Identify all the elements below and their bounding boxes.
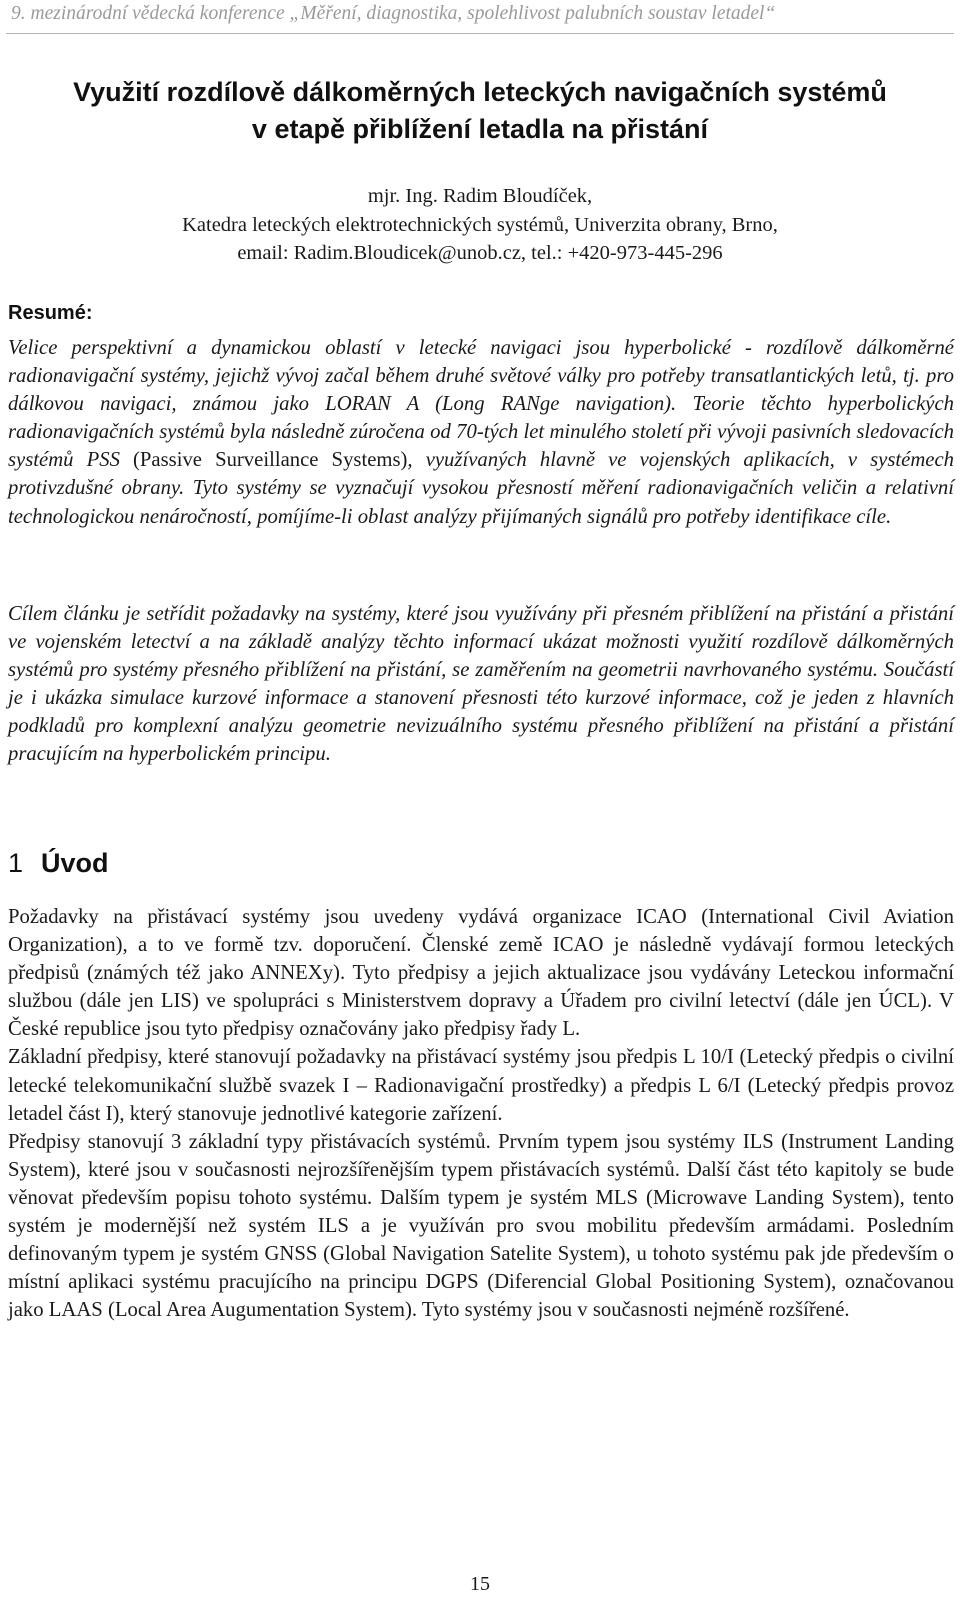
- section-body: [8, 903, 954, 1324]
- paper-title-line-1: Využití rozdílově dálkoměrných leteckých navigačních systémů: [73, 77, 887, 107]
- body-paragraph-1: Požadavky na přistávací systémy jsou uvedeny vydává organizace ICAO (International Civil Aviation Organization), a to ve formě tzv. doporučení. Členské země ICAO je následně vydávají formou leteckých předpisů (známých též jako ANNEXy). Tyto předpisy a jejich aktualizace jsou vydávány Leteckou informační službou (dále jen LIS) ve spolupráci s Ministerstvem dopravy a Úřadem pro civilní letectví (dále jen ÚCL). V České republice jsou tyto předpisy označovány jako předpisy řady L.: [8, 906, 954, 1041]
- body-paragraph-2: Základní předpisy, které stanovují požadavky na přistávací systémy jsou předpis L 10/I (Letecký předpis o civilní letecké telekomunikační službě svazek I – Radionavigační prostředky) a předpis L 6/I (Letecký předpis provoz letadel část I), který stanovuje jednotlivé kategorie zařízení.: [8, 1046, 954, 1125]
- abstract-label: Resumé:: [8, 302, 93, 324]
- abstract-paragraph-2: Cílem článku je setřídit požadavky na systémy, které jsou využívány při přesném přiblížení na přistání a přistání ve vojenském letectví a na základě analýzy těchto informací ukázat možnosti využití rozdílově dálkoměrných systémů pro systémy přesného přiblížení na přistání, se zaměřením na geometrii navrhovaného systému. Součástí je i ukázka simulace kurzové informace a stanovení přesnosti této kurzové informace, což je jeden z hlavních podkladů pro komplexní analýzu geometrie nevizuálního systému přesného přiblížení na přistání a přistání pracujícím na hyperbolickém principu.: [8, 603, 954, 766]
- section-heading: [8, 848, 109, 879]
- abstract-p1-pss-term: (Passive Surveillance Systems): [133, 449, 408, 472]
- conference-title: 9. mezinárodní vědecká konference „Měření, diagnostika, spolehlivost palubních soustav letadel“: [11, 3, 776, 24]
- abstract-p1-part-c: , využívaných hlavně ve vojenských aplikacích, v systémech protivzdušné obrany. Tyto systémy se vyznačují vysokou přesností měření radionavigačních veličin a relativní technologickou nenáročností, pomíjíme-li oblast analýzy přijímaných signálů pro potřeby identifikace cíle.: [8, 449, 954, 528]
- author-affiliation: Katedra leteckých elektrotechnických systémů, Univerzita obrany, Brno,: [182, 213, 778, 236]
- abstract-paragraph-1: [8, 334, 954, 531]
- section-number: 1: [8, 848, 24, 878]
- header-rule: [6, 33, 954, 34]
- section-title: Úvod: [41, 848, 109, 878]
- author-contact: email: Radim.Bloudicek@unob.cz, tel.: +420-973-445-296: [237, 242, 723, 264]
- author-block: [0, 182, 960, 268]
- paper-title-line-2: v etapě přiblížení letadla na přistání: [251, 113, 709, 144]
- abstract-p1-part-a: Velice perspektivní a dynamickou oblastí v letecké navigaci jsou hyperbolické - rozdílově dálkoměrné radionavigační systémy, jejichž vývoj začal během druhé světové války pro potřeby transatlantických letů, tj. pro dálkovou navigaci, známou jako LORAN A (Long RANge navigation). Teorie těchto hyperbolických radionavigačních systémů byla následně zúročena od 70-tých let minulého století při vývoji pasivních sledovacích systémů PSS: [8, 337, 954, 472]
- author-name: mjr. Ing. Radim Bloudíček,: [367, 185, 593, 207]
- body-paragraph-3: Předpisy stanovují 3 základní typy přistávacích systémů. Prvním typem jsou systémy ILS (Instrument Landing System), které jsou v současnosti nejrozšířenějším typem přistávacích systémů. Další část této kapitoly se bude věnovat především popisu tohoto systému. Dalším typem je systém MLS (Microwave Landing System), tento systém je modernější než systém ILS a je využíván pro svou mobilitu především armádami. Posledním definovaným typem je systém GNSS (Global Navigation Satelite System), u tohoto systému pak jde především o místní aplikaci systému pracujícího na principu DGPS (Diferencial Global Positioning System), označovanou jako LAAS (Local Area Augumentation System). Tyto systémy jsou v současnosti nejméně rozšířené.: [8, 1130, 954, 1322]
- running-header: [0, 0, 960, 36]
- page-number: 15: [470, 1573, 490, 1595]
- paper-title: [0, 74, 960, 147]
